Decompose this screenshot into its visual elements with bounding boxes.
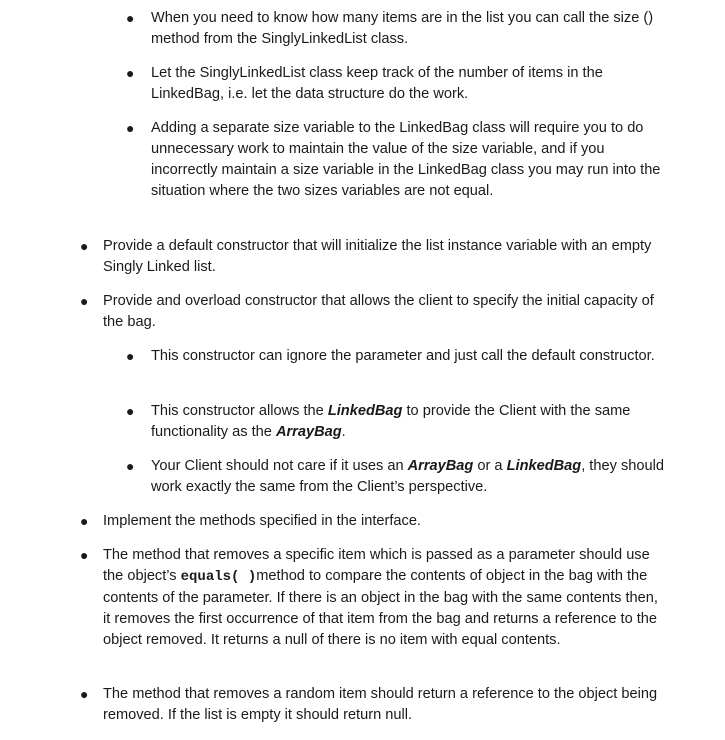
bullet-icon: ● — [126, 458, 135, 474]
bullet-icon: ● — [126, 348, 135, 364]
bullet-remove-specific-item — [80, 545, 663, 651]
code-equals: equals( ) — [180, 569, 257, 585]
sub-bullet-track-count — [126, 63, 671, 105]
item-text: Let the SinglyLinkedList class keep track of the number of items in the LinkedBag, i.e. let the data structure do the work. — [151, 65, 603, 102]
item-text — [151, 401, 671, 443]
item-text: When you need to know how many items are in the list you can call the size () method from the SinglyLinkedList class. — [151, 10, 654, 47]
bullet-icon: ● — [80, 513, 89, 529]
bullet-remove-random-item — [80, 684, 663, 726]
bullet-icon: ● — [126, 403, 135, 419]
item-text — [151, 456, 671, 498]
bullet-icon: ● — [126, 120, 135, 136]
bullet-icon: ● — [80, 686, 89, 702]
text-run: , they should work exactly the same from the Client’s perspective. — [151, 458, 664, 495]
bullet-icon: ● — [80, 238, 89, 254]
class-name-linkedbag: LinkedBag — [506, 458, 582, 474]
item-text: Adding a separate size variable to the LinkedBag class will require you to do unnecessary work to maintain the value of the size variable, and if you incorrectly maintain a size variable in the LinkedBag class you may run into the situation where the two sizes variables are not equal. — [151, 120, 661, 199]
sub-bullet-size-method — [126, 8, 671, 50]
text-run: This constructor allows the — [151, 403, 328, 419]
bullet-icon: ● — [80, 293, 89, 309]
bullet-icon: ● — [126, 65, 135, 81]
text-run: or a — [473, 458, 507, 474]
sub-bullet-ignore-parameter — [126, 346, 671, 367]
class-name-linkedbag: LinkedBag — [327, 403, 403, 419]
class-name-arraybag: ArrayBag — [275, 424, 342, 440]
sub-bullet-size-variable — [126, 118, 671, 202]
bullet-overload-constructor — [80, 291, 663, 333]
bullet-icon: ● — [80, 547, 89, 563]
sub-bullet-same-functionality — [126, 401, 671, 443]
item-text: Provide a default constructor that will initialize the list instance variable with an empty Singly Linked list. — [103, 238, 652, 275]
item-text: The method that removes a random item should return a reference to the object being removed. If the list is empty it should return null. — [103, 686, 658, 723]
text-run: method to compare the contents of object in the bag with the contents of the parameter. If there is an object in the bag with the same contents then, it removes the first occurrence of that item from the bag and returns a reference to the object removed. It returns a null of there is no item with equal contents. — [103, 568, 658, 648]
item-text: Provide and overload constructor that allows the client to specify the initial capacity of the bag. — [103, 293, 654, 330]
item-text — [103, 545, 663, 651]
text-run: Your Client should not care if it uses an — [151, 458, 408, 474]
bullet-implement-methods — [80, 511, 663, 532]
item-text: Implement the methods specified in the interface. — [103, 513, 421, 529]
sub-bullet-client-agnostic — [126, 456, 671, 498]
class-name-arraybag: ArrayBag — [407, 458, 474, 474]
text-run: to provide the Client with the same functionality as the — [151, 403, 631, 440]
item-text: This constructor can ignore the parameter and just call the default constructor. — [151, 348, 655, 364]
bullet-icon: ● — [126, 10, 135, 26]
bullet-default-constructor — [80, 236, 663, 278]
text-run: . — [341, 424, 346, 440]
text-run: The method that removes a specific item which is passed as a parameter should use the object’s — [103, 547, 650, 584]
